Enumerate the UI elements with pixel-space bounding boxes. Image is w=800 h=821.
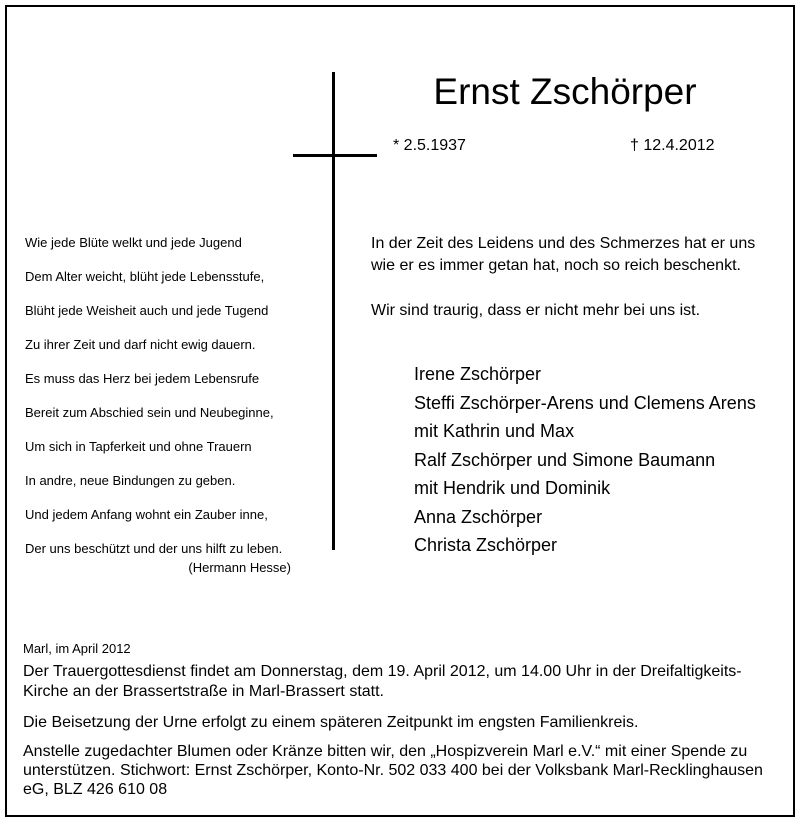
poem-line: Bereit zum Abschied sein und Neubeginne, bbox=[25, 405, 274, 420]
poem-line: Wie jede Blüte welkt und jede Jugend bbox=[25, 235, 242, 250]
cross-symbol-vertical bbox=[332, 72, 335, 550]
donation-notice: eG, BLZ 426 610 08 bbox=[23, 781, 168, 798]
poem-line: Der uns beschützt und der uns hilft zu leben. bbox=[25, 541, 283, 556]
birth-date: * 2.5.1937 bbox=[393, 137, 466, 154]
poem-author: (Hermann Hesse) bbox=[188, 560, 291, 575]
poem bbox=[25, 235, 325, 575]
family-member: mit Kathrin und Max bbox=[414, 421, 575, 441]
poem-line: In andre, neue Bindungen zu geben. bbox=[25, 473, 236, 488]
family-member: Ralf Zschörper und Simone Baumann bbox=[414, 449, 716, 470]
deceased-name: Ernst Zschörper bbox=[433, 71, 697, 112]
message-line: Wir sind traurig, dass er nicht mehr bei uns ist. bbox=[371, 302, 701, 319]
poem-line: Es muss das Herz bei jedem Lebensrufe bbox=[25, 371, 260, 386]
family-member: Irene Zschörper bbox=[414, 364, 542, 384]
poem-line: Blüht jede Weisheit auch und jede Tugend bbox=[25, 303, 269, 318]
place-date: Marl, im April 2012 bbox=[23, 641, 131, 656]
service-notice: Der Trauergottesdienst findet am Donnerstag, dem 19. April 2012, um 14.00 Uhr in der Dreifaltigkeits- bbox=[23, 663, 742, 680]
family-member: Christa Zschörper bbox=[414, 535, 558, 555]
donation-notice: Anstelle zugedachter Blumen oder Kränze bitten wir, den „Hospizverein Marl e.V.“ mit einer Spende zu bbox=[23, 743, 748, 760]
burial-notice: Die Beisetzung der Urne erfolgt zu einem späteren Zeitpunkt im engsten Familienkreis. bbox=[23, 714, 639, 731]
cross-symbol-horizontal bbox=[293, 154, 377, 157]
family-member: Anna Zschörper bbox=[414, 506, 543, 527]
service-notice: Kirche an der Brassertstraße in Marl-Brassert statt. bbox=[23, 683, 384, 700]
family-list bbox=[414, 360, 756, 560]
message-line: In der Zeit des Leidens und des Schmerzes hat er uns bbox=[371, 235, 756, 252]
family-member: mit Hendrik und Dominik bbox=[414, 478, 611, 498]
message-line: wie er es immer getan hat, noch so reich beschenkt. bbox=[371, 257, 741, 274]
donation-notice: unterstützen. Stichwort: Ernst Zschörper, Konto-Nr. 502 033 400 bei der Volksbank Marl-Recklinghausen bbox=[23, 762, 763, 779]
death-date: † 12.4.2012 bbox=[630, 137, 715, 154]
poem-line: Dem Alter weicht, blüht jede Lebensstufe, bbox=[25, 269, 265, 284]
poem-line: Zu ihrer Zeit und darf nicht ewig dauern. bbox=[25, 337, 256, 352]
poem-line: Und jedem Anfang wohnt ein Zauber inne, bbox=[25, 507, 268, 522]
family-member: Steffi Zschörper-Arens und Clemens Arens bbox=[414, 392, 756, 413]
poem-line: Um sich in Tapferkeit und ohne Trauern bbox=[25, 439, 252, 454]
